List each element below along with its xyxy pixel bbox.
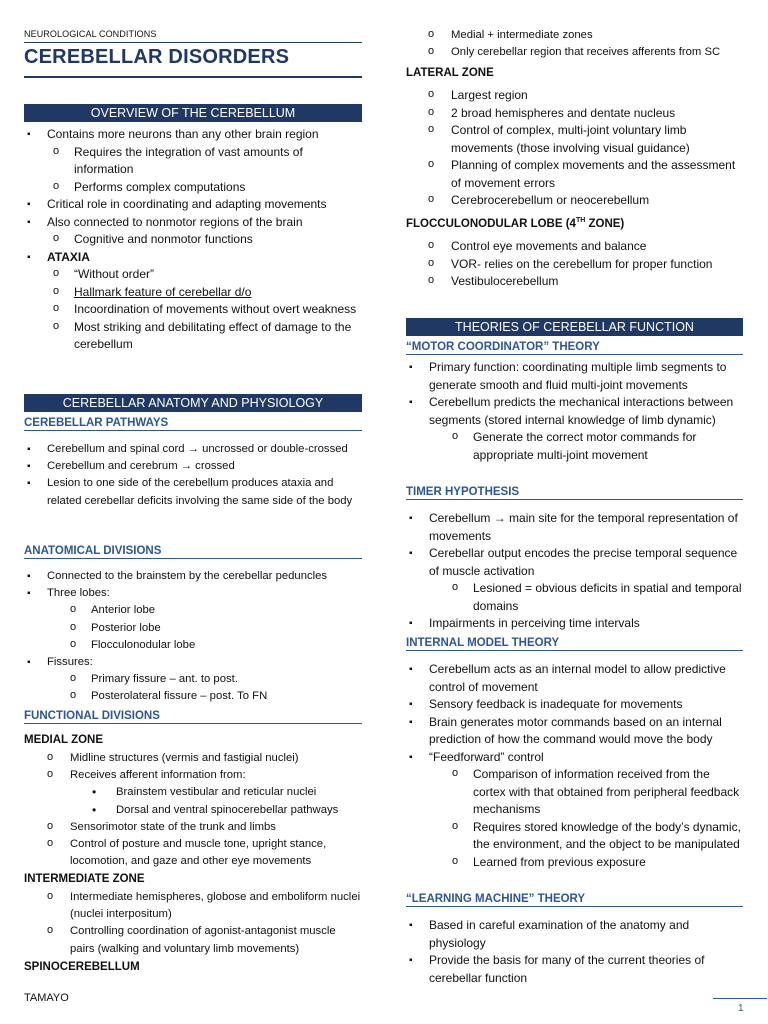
list-item: o VOR- relies on the cerebellum for proper function	[406, 256, 743, 274]
list-item: ▪ Provide the basis for many of the current theories of cerebellar function	[406, 952, 743, 987]
spinocerebellum-list	[406, 27, 743, 61]
list-item: o Controlling coordination of agonist-antagonist muscle pairs (walking and voluntary limb movements)	[24, 923, 362, 957]
list-item: o Most striking and debilitating effect of damage to the cerebellum	[24, 319, 362, 354]
list-item: o Only cerebellar region that receives afferents from SC	[406, 44, 743, 61]
list-item: o Primary fissure – ant. to post.	[24, 671, 362, 688]
superscript: TH	[575, 217, 586, 224]
list-item: ▪ Cerebellum and spinal cord → uncrossed or double-crossed	[24, 441, 362, 458]
anatomical-list	[24, 568, 362, 706]
list-item: o Vestibulocerebellum	[406, 273, 743, 291]
learning-machine-list	[406, 917, 743, 987]
internal-model-list	[406, 661, 743, 871]
subhead-motor-coordinator: “MOTOR COORDINATOR” THEORY	[406, 341, 743, 355]
list-item: ▪ Cerebellum → main site for the temporal representation of movements	[406, 510, 743, 545]
footer-author: TAMAYO	[24, 992, 69, 1004]
list-item: o Largest region	[406, 87, 743, 105]
heading-lateral-zone: LATERAL ZONE	[406, 67, 494, 79]
underlined-text: Hallmark feature of cerebellar d/o	[74, 284, 252, 299]
list-item: ▪ Cerebellar output encodes the precise temporal sequence of muscle activation	[406, 545, 743, 580]
list-item: ▪ Connected to the brainstem by the cerebellar peduncles	[24, 568, 362, 585]
subhead-cerebellar-pathways: CEREBELLAR PATHWAYS	[24, 417, 362, 431]
list-item: o Cerebrocerebellum or neocerebellum	[406, 192, 743, 210]
heading-text: FLOCCULONODULAR LOBE (4	[406, 217, 576, 230]
list-item: o Performs complex computations	[24, 179, 362, 197]
list-item: ▪ Primary function: coordinating multiple limb segments to generate smooth and fluid multi-joint movements	[406, 359, 743, 394]
motor-coordinator-list	[406, 359, 743, 464]
category-label: NEUROLOGICAL CONDITIONS	[24, 29, 157, 39]
list-item: ▪ “Feedforward” control	[406, 749, 743, 767]
section-banner-overview: OVERVIEW OF THE CEREBELLUM	[24, 104, 362, 122]
subhead-anatomical-divisions: ANATOMICAL DIVISIONS	[24, 545, 362, 559]
list-item: ▪ Cerebellum predicts the mechanical interactions between segments (stored internal knowledge of limb dynamic)	[406, 394, 743, 429]
list-item: ▪ Brain generates motor commands based on an internal prediction of how the command would move the body	[406, 714, 743, 749]
list-item: ▪ Fissures:	[24, 654, 362, 671]
section-banner-anatomy: CEREBELLAR ANATOMY AND PHYSIOLOGY	[24, 394, 362, 412]
list-item: o Control of posture and muscle tone, upright stance, locomotion, and gaze and other eye movements	[24, 836, 362, 870]
list-item: o “Without order”	[24, 266, 362, 284]
list-item: ▪ Also connected to nonmotor regions of the brain	[24, 214, 362, 232]
list-item: ▪ Lesion to one side of the cerebellum produces ataxia and related cerebellar deficits involving the same side of the body	[24, 475, 362, 509]
subhead-timer-hypothesis: TIMER HYPOTHESIS	[406, 486, 743, 500]
list-item: o Flocculonodular lobe	[24, 637, 362, 654]
document-title: CEREBELLAR DISORDERS	[24, 46, 290, 68]
list-item: o Receives afferent information from:	[24, 767, 362, 784]
flocculonodular-list	[406, 238, 743, 291]
list-item: o Requires the integration of vast amounts of information	[24, 144, 362, 179]
list-item: ▪ Cerebellum and cerebrum → crossed	[24, 458, 362, 475]
overview-list	[24, 126, 362, 354]
medial-zone-list	[24, 750, 362, 870]
list-item: o Posterior lobe	[24, 620, 362, 637]
heading-spinocerebellum: SPINOCEREBELLUM	[24, 961, 140, 973]
list-item: ▪ Cerebellum acts as an internal model to allow predictive control of movement	[406, 661, 743, 696]
list-item: o Sensorimotor state of the trunk and limbs	[24, 819, 362, 836]
subhead-functional-divisions: FUNCTIONAL DIVISIONS	[24, 710, 362, 724]
title-rule-top	[24, 42, 362, 43]
lateral-zone-list	[406, 87, 743, 210]
list-item-ataxia: ▪ ATAXIA	[24, 249, 362, 267]
list-item: ▪ Sensory feedback is inadequate for movements	[406, 696, 743, 714]
list-item: o Cognitive and nonmotor functions	[24, 231, 362, 249]
list-item: ▪ Three lobes:	[24, 585, 362, 602]
list-item: o Generate the correct motor commands for appropriate multi-joint movement	[406, 429, 743, 464]
subhead-learning-machine: “LEARNING MACHINE” THEORY	[406, 893, 743, 907]
list-item: ▪ Impairments in perceiving time intervals	[406, 615, 743, 633]
pathways-list	[24, 441, 362, 510]
list-item: o Requires stored knowledge of the body’s dynamic, the environment, and the object to be manipulated	[406, 819, 743, 854]
list-item: o Control eye movements and balance	[406, 238, 743, 256]
title-rule-bottom	[24, 76, 362, 78]
list-item: • Brainstem vestibular and reticular nuclei	[24, 784, 362, 801]
list-item: o Lesioned = obvious deficits in spatial and temporal domains	[406, 580, 743, 615]
heading-intermediate-zone: INTERMEDIATE ZONE	[24, 873, 145, 885]
list-item: • Dorsal and ventral spinocerebellar pathways	[24, 802, 362, 819]
intermediate-zone-list	[24, 889, 362, 958]
list-item	[24, 284, 362, 302]
heading-text: ZONE)	[585, 217, 625, 230]
section-banner-theories: THEORIES OF CEREBELLAR FUNCTION	[406, 318, 743, 336]
timer-list	[406, 510, 743, 633]
list-item: o Learned from previous exposure	[406, 854, 743, 872]
list-item: ▪ Based in careful examination of the anatomy and physiology	[406, 917, 743, 952]
list-item: o Midline structures (vermis and fastigial nuclei)	[24, 750, 362, 767]
list-item: o 2 broad hemispheres and dentate nucleus	[406, 105, 743, 123]
page-number-rule	[713, 998, 767, 999]
list-item: o Comparison of information received from the cortex with that obtained from peripheral feedback mechanisms	[406, 766, 743, 819]
subhead-internal-model: INTERNAL MODEL THEORY	[406, 637, 743, 651]
list-item: o Posterolateral fissure – post. To FN	[24, 688, 362, 705]
heading-flocculonodular-lobe	[406, 217, 624, 230]
list-item: o Control of complex, multi-joint voluntary limb movements (those involving visual guidance)	[406, 122, 743, 157]
list-item: ▪ Critical role in coordinating and adapting movements	[24, 196, 362, 214]
heading-medial-zone: MEDIAL ZONE	[24, 734, 104, 746]
list-item: o Intermediate hemispheres, globose and emboliform nuclei (nuclei interpositum)	[24, 889, 362, 923]
list-item: o Planning of complex movements and the assessment of movement errors	[406, 157, 743, 192]
list-item: ▪ Contains more neurons than any other brain region	[24, 126, 362, 144]
list-item: o Anterior lobe	[24, 602, 362, 619]
page-number: 1	[738, 1003, 744, 1014]
list-item: o Incoordination of movements without overt weakness	[24, 301, 362, 319]
list-item: o Medial + intermediate zones	[406, 27, 743, 44]
